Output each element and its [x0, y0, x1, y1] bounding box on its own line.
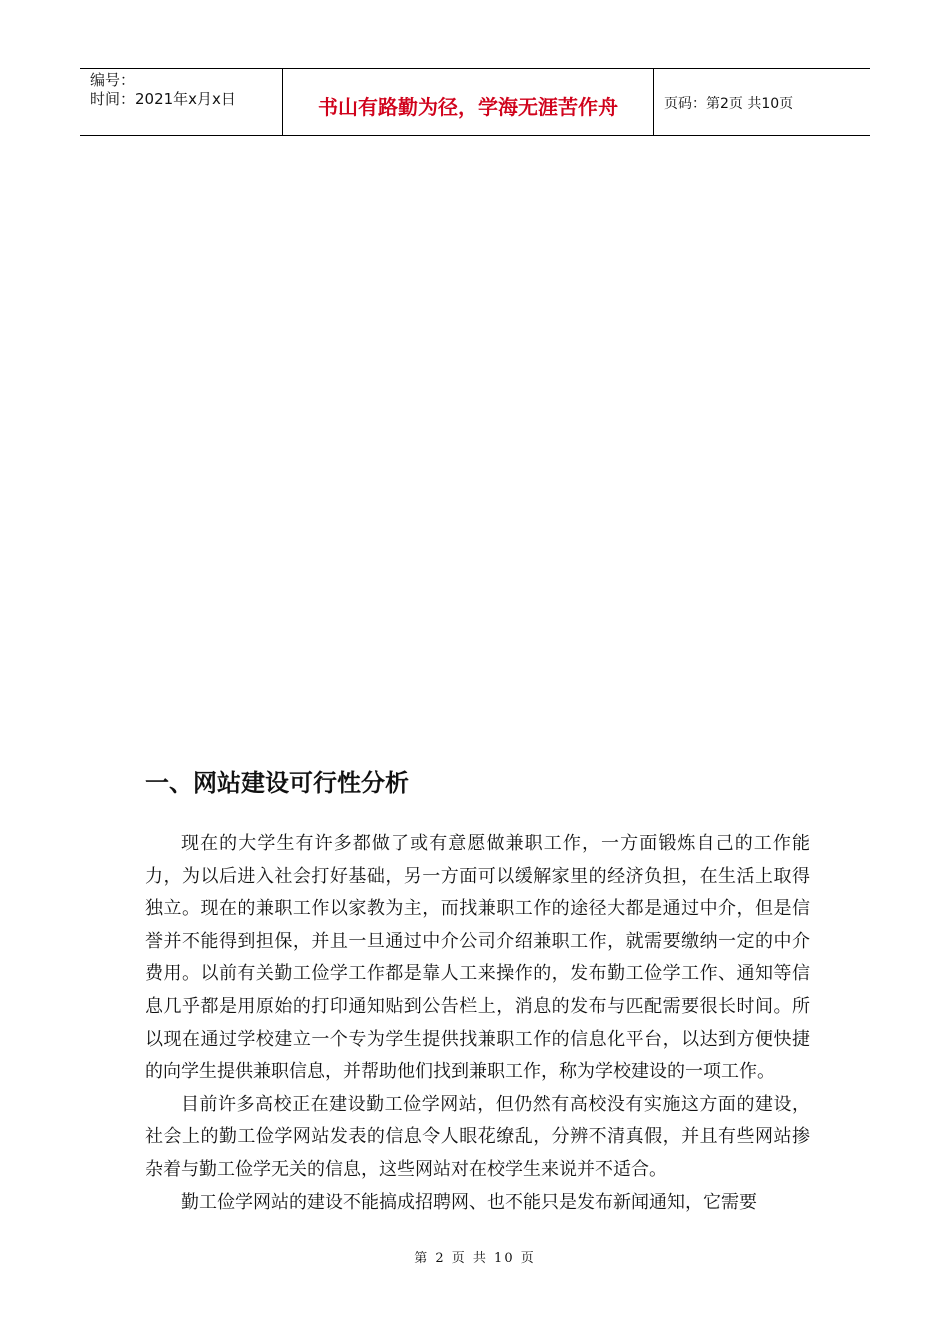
page-footer: 第 2 页 共 10 页 — [414, 1251, 536, 1266]
header-meta — [80, 69, 282, 135]
section-title: 一、网站建设可行性分析 — [145, 769, 409, 797]
paragraph: 目前许多高校正在建设勤工俭学网站，但仍然有高校没有实施这方面的建设，社会上的勤工俭学网站发表的信息令人眼花缭乱，分辨不清真假，并且有些网站掺杂着与勤工俭学无关的信息，这些网站对在校学生来说并不适合。 — [145, 1093, 810, 1180]
time-label: 时间：2021年x月x日 — [90, 90, 236, 108]
paragraph: 勤工俭学网站的建设不能搞成招聘网、也不能只是发布新闻通知，它需要 — [181, 1191, 757, 1213]
page-header — [80, 68, 870, 136]
number-label: 编号： — [90, 71, 136, 89]
header-page-info: 页码：第2页 共10页 — [664, 96, 794, 112]
body-text — [145, 828, 810, 1219]
paragraph: 现在的大学生有许多都做了或有意愿做兼职工作，一方面锻炼自己的工作能力，为以后进入社会打好基础，另一方面可以缓解家里的经济负担，在生活上取得独立。现在的兼职工作以家教为主，而找兼职工作的途径大都是通过中介，但是信誉并不能得到担保，并且一旦通过中介公司介绍兼职工作，就需要缴纳一定的中介费用。以前有关勤工俭学工作都是靠人工来操作的，发布勤工俭学工作、通知等信息几乎都是用原始的打印通知贴到公告栏上，消息的发布与匹配需要很长时间。所以现在通过学校建立一个专为学生提供找兼职工作的信息化平台，以达到方便快捷的向学生提供兼职信息，并帮助他们找到兼职工作，称为学校建设的一项工作。 — [145, 833, 810, 1083]
header-motto: 书山有路勤为径，学海无涯苦作舟 — [282, 69, 654, 135]
